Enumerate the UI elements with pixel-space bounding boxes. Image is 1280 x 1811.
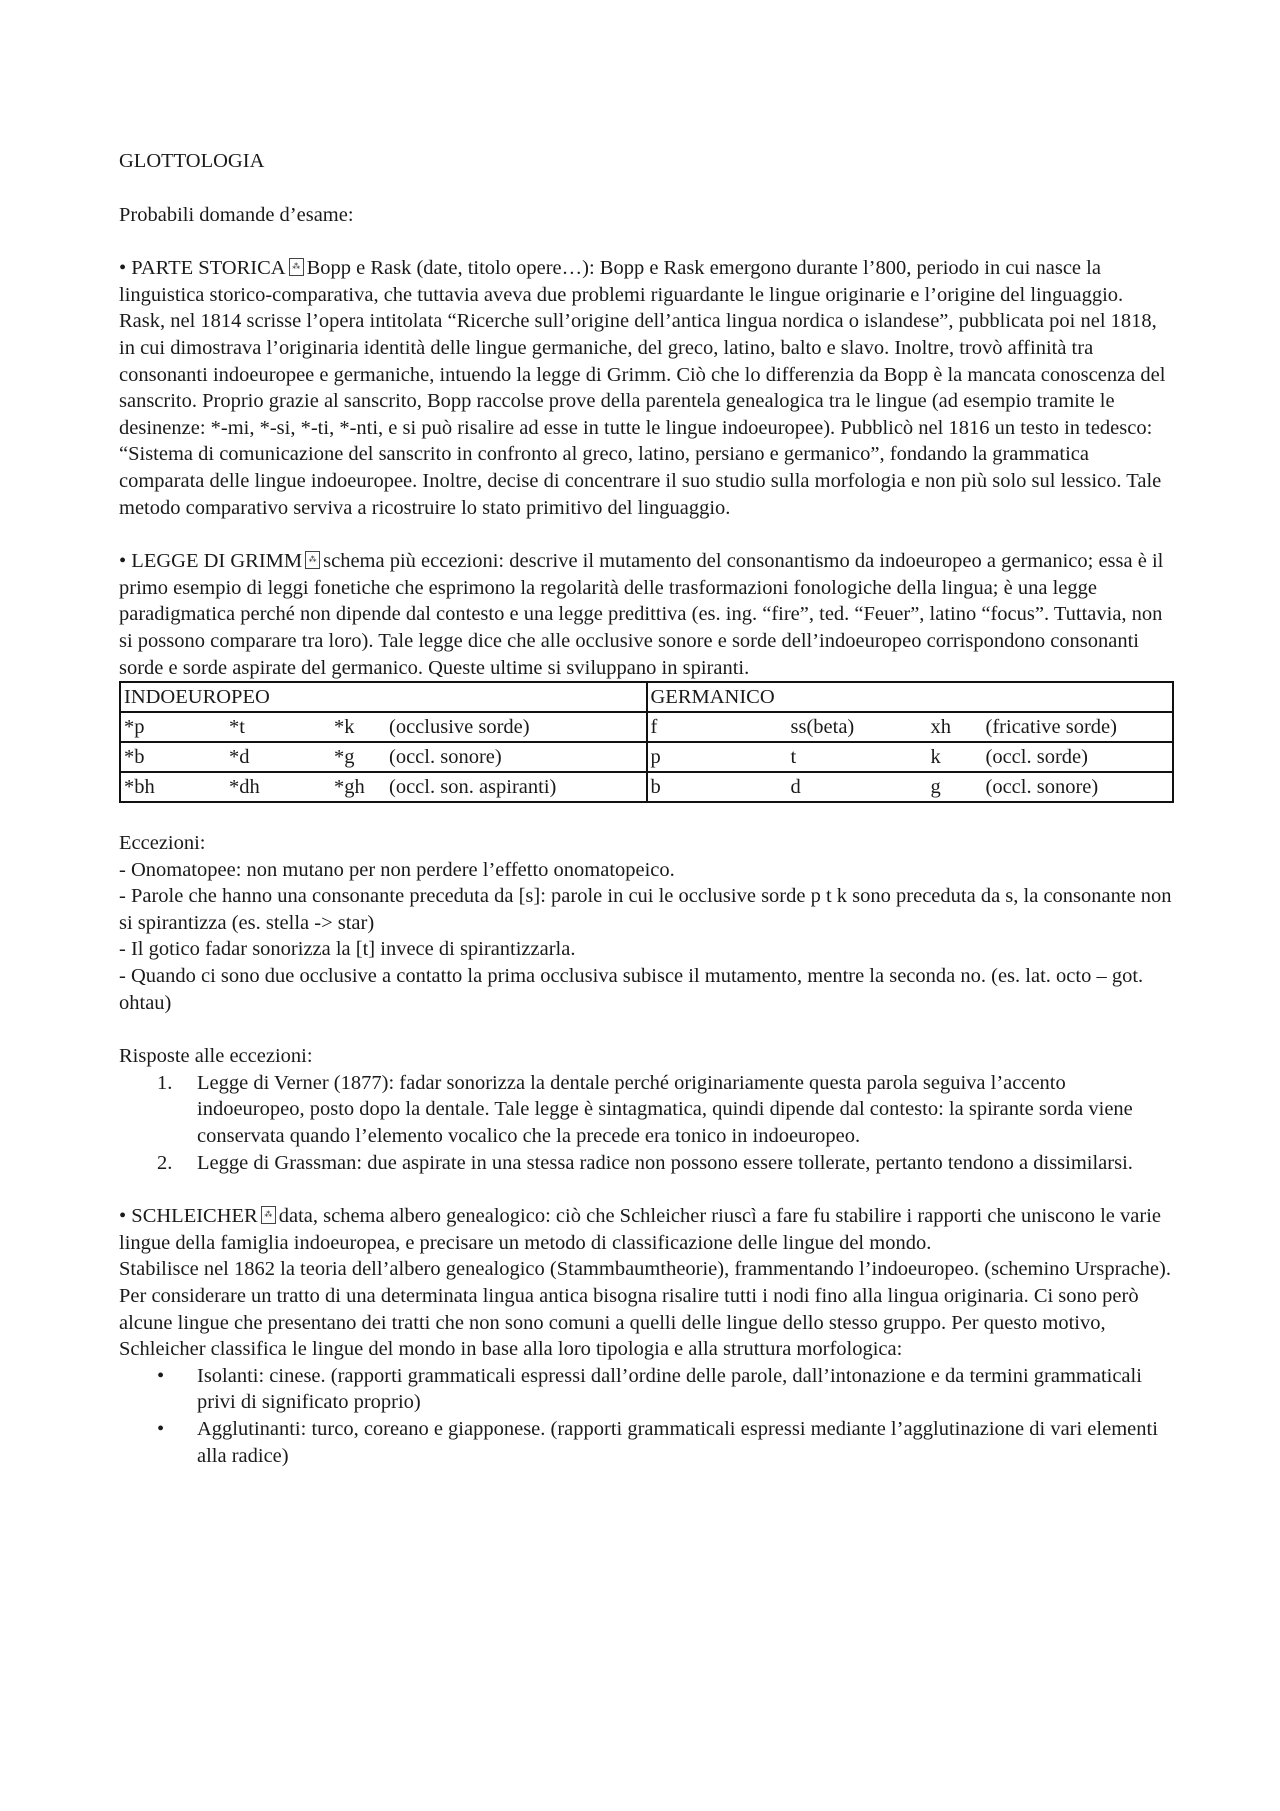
placeholder-glyph-icon: ⁂	[305, 551, 320, 569]
list-item	[119, 1150, 1174, 1177]
section-legge-grimm	[119, 548, 1174, 681]
bullet-icon: •	[157, 1417, 165, 1440]
ie-cell	[120, 772, 647, 802]
document-page	[119, 148, 1174, 1469]
section-lead: • LEGGE DI GRIMM	[119, 550, 303, 573]
list-number: 1.	[157, 1071, 173, 1094]
ge-cell	[647, 742, 1174, 772]
ge-cell	[647, 712, 1174, 742]
sound-class: (occl. sorde)	[985, 745, 1088, 768]
sound: g	[930, 775, 941, 798]
sound: f	[650, 715, 658, 738]
sound: *t	[229, 715, 245, 738]
risposte-list	[119, 1070, 1174, 1176]
sound-class: (occl. sonore)	[389, 745, 502, 768]
sound: b	[650, 775, 661, 798]
sound-class: (occl. son. aspiranti)	[389, 775, 557, 798]
risposte-heading: Risposte alle eccezioni:	[119, 1045, 313, 1068]
sound: *b	[124, 745, 145, 768]
sound: ss(beta)	[790, 715, 855, 738]
sound-class: (occlusive sorde)	[389, 715, 530, 738]
section-schleicher	[119, 1203, 1174, 1256]
section-lead: • SCHLEICHER	[119, 1205, 258, 1228]
schleicher-paragraph: Stabilisce nel 1862 la teoria dell’albero genealogico (Stammbaumtheorie), frammentando l’indoeuropeo. (schemino Ursprache). Per considerare un tratto di una determinata lingua antica bisogna risalire tutti i nodi fino alla lingua originaria. Ci sono però alcune lingue che presentano dei tratti che non sono comuni a quelli delle lingue dello stesso gruppo. Per questo motivo, Schleicher classifica le lingue del mondo in base alla loro tipologia e alla struttura morfologica:	[119, 1258, 1171, 1361]
sound: p	[650, 745, 661, 768]
sound: *g	[334, 745, 355, 768]
schleicher-bullets	[119, 1363, 1174, 1469]
placeholder-glyph-icon: ⁂	[289, 258, 304, 276]
sound: *gh	[334, 775, 365, 798]
ie-cell	[120, 712, 647, 742]
list-text: Legge di Grassman: due aspirate in una stessa radice non possono essere tollerate, pertanto tendono a dissimilarsi.	[197, 1151, 1133, 1174]
sound-class: (fricative sorde)	[985, 715, 1117, 738]
section-lead: • PARTE STORICA	[119, 257, 286, 280]
list-item	[119, 1070, 1174, 1150]
sound: d	[790, 775, 801, 798]
section-text: data, schema albero genealogico: ciò che Schleicher riuscì a fare fu stabilire i rapporti che uniscono le varie lingue della famiglia indoeuropea, e precisare un metodo di classificazione delle lingue del mondo.	[119, 1205, 1161, 1254]
list-item	[119, 1363, 1174, 1416]
table-row	[120, 712, 1173, 742]
list-text: Legge di Verner (1877): fadar sonorizza la dentale perché originariamente questa parola seguiva l’accento indoeuropeo, posto dopo la dentale. Tale legge è sintagmatica, quindi dipende dal contesto: la spirante sorda viene conservata quando l’elemento vocalico che la precede era tonico in indoeuropeo.	[197, 1071, 1133, 1148]
table-header-row	[120, 682, 1173, 712]
ie-cell	[120, 742, 647, 772]
placeholder-glyph-icon: ⁂	[261, 1206, 276, 1224]
header-indoeuropeo: INDOEUROPEO	[120, 682, 647, 712]
header-germanico: GERMANICO	[647, 682, 1174, 712]
table-row	[120, 742, 1173, 772]
list-number: 2.	[157, 1151, 173, 1174]
eccezioni-heading: Eccezioni:	[119, 832, 206, 855]
list-item	[119, 1416, 1174, 1469]
eccezione-item: - Parole che hanno una consonante preceduta da [s]: parole in cui le occlusive sorde p t k sono preceduta da s, la consonante non si spirantizza (es. stella -> star)	[119, 885, 1172, 934]
section-text: schema più eccezioni: descrive il mutamento del consonantismo da indoeuropeo a germanico; essa è il primo esempio di leggi fonetiche che esprimono la regolarità delle trasformazioni fonologiche della lingua; è una legge paradigmatica perché non dipende dal contesto e una legge predittiva (es. ing. “fire”, ted. “Feuer”, latino “focus”. Tuttavia, non si possono comparare tra loro). Tale legge dice che alle occlusive sonore e sorde dell’indoeuropeo corrispondono consonanti sorde e sorde aspirate del germanico. Queste ultime si sviluppano in spiranti.	[119, 550, 1164, 679]
list-text: Agglutinanti: turco, coreano e giapponese. (rapporti grammaticali espressi mediante l’agglutinazione di vari elementi alla radice)	[197, 1417, 1158, 1467]
sound: *dh	[229, 775, 260, 798]
eccezione-item: - Onomatopee: non mutano per non perdere l’effetto onomatopeico.	[119, 858, 675, 881]
eccezione-item: - Quando ci sono due occlusive a contatto la prima occlusiva subisce il mutamento, mentre la seconda no. (es. lat. octo – got. ohtau)	[119, 965, 1144, 1014]
table-row	[120, 772, 1173, 802]
sound: xh	[930, 715, 951, 738]
sound: *d	[229, 745, 250, 768]
document-subtitle: Probabili domande d’esame:	[119, 203, 354, 226]
list-text: Isolanti: cinese. (rapporti grammaticali espressi dall’ordine delle parole, dall’intonazione e da termini grammaticali privi di significato proprio)	[197, 1364, 1142, 1414]
sound: *bh	[124, 775, 155, 798]
grimm-table	[119, 681, 1174, 803]
sound: *p	[124, 715, 145, 738]
sound: k	[930, 745, 941, 768]
sound: *k	[334, 715, 355, 738]
ge-cell	[647, 772, 1174, 802]
document-title: GLOTTOLOGIA	[119, 150, 265, 172]
section-text: Bopp e Rask (date, titolo opere…): Bopp e Rask emergono durante l’800, periodo in cui nasce la linguistica storico-comparativa, che tuttavia aveva due problemi riguardante le lingue originarie e l’origine del linguaggio. Rask, nel 1814 scrisse l’opera intitolata “Ricerche sull’origine dell’antica lingua nordica o islandese”, pubblicata poi nel 1818, in cui dimostrava l’originaria identità delle lingue germaniche, del greco, latino, balto e slavo. Inoltre, trovò affinità tra consonanti indoeuropee e germaniche, intuendo la legge di Grimm. Ciò che lo differenzia da Bopp è la mancata conoscenza del sanscrito. Proprio grazie al sanscrito, Bopp raccolse prove della parentela genealogica tra le lingue (ad esempio tramite le desinenze: *-mi, *-si, *-ti, *-nti, e si può risalire ad esse in tutte le lingue indoeuropee). Pubblicò nel 1816 un testo in tedesco: “Sistema di comunicazione del sanscrito in confronto al greco, latino, persiano e germanico”, fondando la grammatica comparata delle lingue indoeuropee. Inoltre, decise di concentrare il suo studio sulla morfologia e non più solo sul lessico. Tale metodo comparativo serviva a ricostruire lo stato primitivo del linguaggio.	[119, 257, 1166, 519]
sound: t	[790, 745, 797, 768]
sound-class: (occl. sonore)	[985, 775, 1099, 798]
section-parte-storica	[119, 255, 1174, 521]
bullet-icon: •	[157, 1364, 165, 1387]
eccezione-item: - Il gotico fadar sonorizza la [t] invece di spirantizzarla.	[119, 938, 576, 961]
